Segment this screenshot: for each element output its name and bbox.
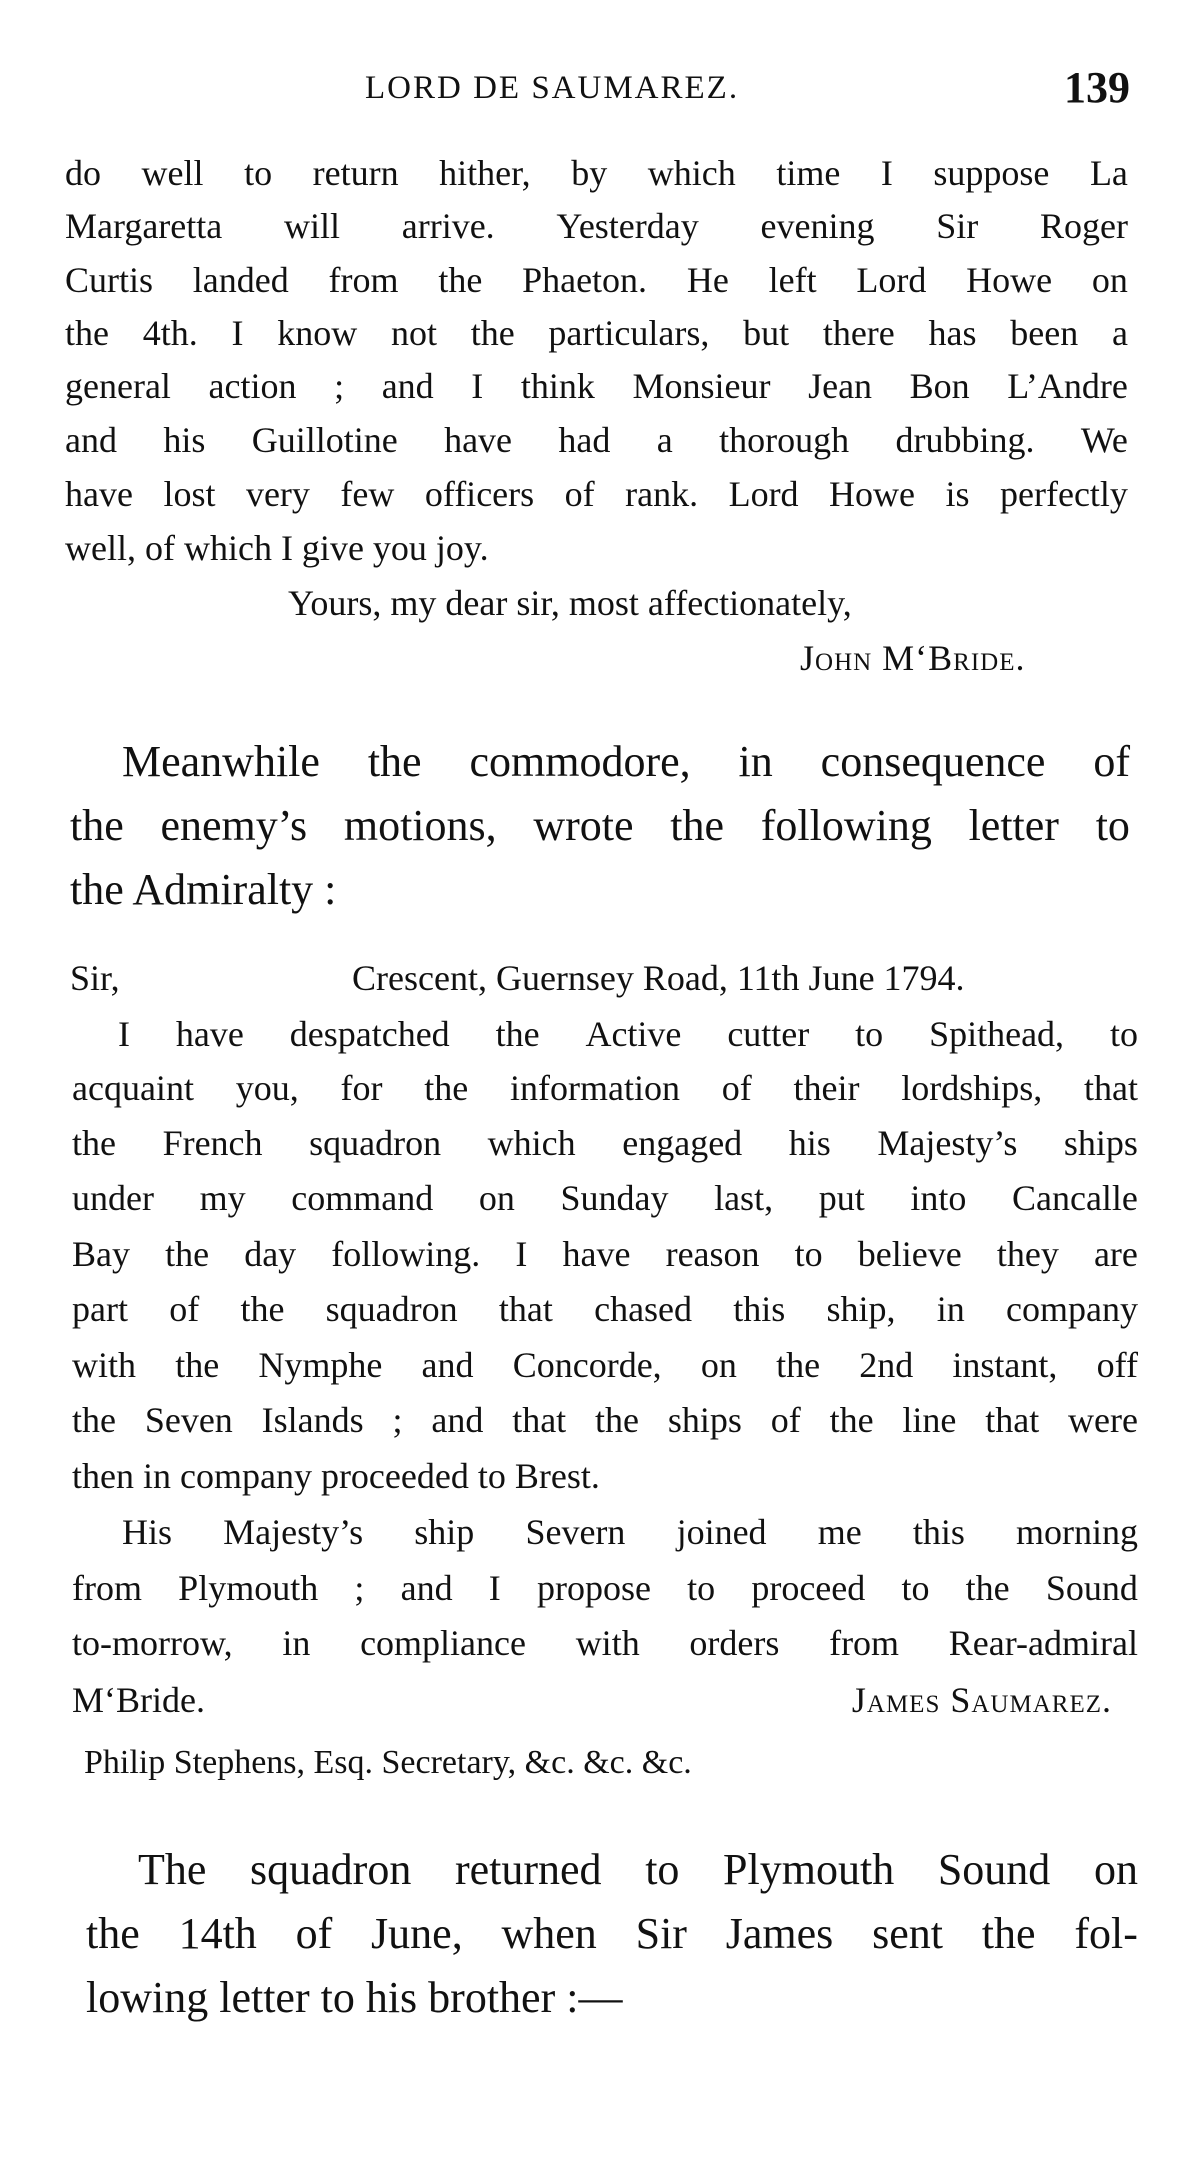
- letter-line: do well to return hither, by which time I suppose La: [65, 153, 1128, 193]
- letter-line: to-morrow, in compliance with orders from Rear-admiral: [72, 1623, 1138, 1663]
- letter-line: then in company proceeded to Brest.: [72, 1456, 600, 1496]
- narrative-line: the enemy’s motions, wrote the following letter to: [70, 801, 1130, 850]
- narrative-line: the Admiralty :: [70, 865, 337, 914]
- narrative-line: lowing letter to his brother :—: [86, 1973, 623, 2022]
- running-title: LORD DE SAUMAREZ.: [365, 70, 740, 106]
- letter-line: and his Guillotine have had a thorough drubbing. We: [65, 420, 1128, 460]
- letter-signature: John M‘Bride.: [800, 638, 1026, 678]
- letter-dateline: Crescent, Guernsey Road, 11th June 1794.: [352, 958, 965, 998]
- letter-salutation: Sir,: [70, 958, 120, 998]
- letter-closing-row: [72, 1682, 1112, 1718]
- letter-line: acquaint you, for the information of their lordships, that: [72, 1068, 1138, 1108]
- letter-line: under my command on Sunday last, put into Cancalle: [72, 1178, 1138, 1218]
- letter-signature: James Saumarez.: [851, 1680, 1112, 1720]
- letter-line: the 4th. I know not the particulars, but there has been a: [65, 313, 1128, 353]
- letter-addressee: Philip Stephens, Esq. Secretary, &c. &c. &c.: [84, 1744, 692, 1781]
- letter-last-line: M‘Bride.: [72, 1680, 205, 1720]
- narrative-line: The squadron returned to Plymouth Sound on: [138, 1845, 1138, 1894]
- letter-line: from Plymouth ; and I propose to proceed to the Sound: [72, 1568, 1138, 1608]
- narrative-line: Meanwhile the commodore, in consequence of: [122, 737, 1130, 786]
- letter-line: Curtis landed from the Phaeton. He left Lord Howe on: [65, 260, 1128, 300]
- letter-line: with the Nymphe and Concorde, on the 2nd instant, off: [72, 1345, 1138, 1385]
- page-number: 139: [1064, 63, 1130, 112]
- letter-line: have lost very few officers of rank. Lord Howe is perfectly: [65, 474, 1128, 514]
- letter-line: well, of which I give you joy.: [65, 528, 489, 568]
- running-head: [60, 62, 1130, 122]
- narrative-line: the 14th of June, when Sir James sent the fol-: [86, 1909, 1138, 1958]
- letter-line: His Majesty’s ship Severn joined me this morning: [122, 1512, 1138, 1552]
- letter-line: I have despatched the Active cutter to Spithead, to: [118, 1014, 1138, 1054]
- letter-closing: Yours, my dear sir, most affectionately,: [288, 583, 852, 623]
- letter-line: Bay the day following. I have reason to believe they are: [72, 1234, 1138, 1274]
- letter-line: general action ; and I think Monsieur Jean Bon L’Andre: [65, 366, 1128, 406]
- letter-line: the Seven Islands ; and that the ships of the line that were: [72, 1400, 1138, 1440]
- letter-line: the French squadron which engaged his Majesty’s ships: [72, 1123, 1138, 1163]
- letter-line: Margaretta will arrive. Yesterday evening Sir Roger: [65, 206, 1128, 246]
- letter-line: part of the squadron that chased this ship, in company: [72, 1289, 1138, 1329]
